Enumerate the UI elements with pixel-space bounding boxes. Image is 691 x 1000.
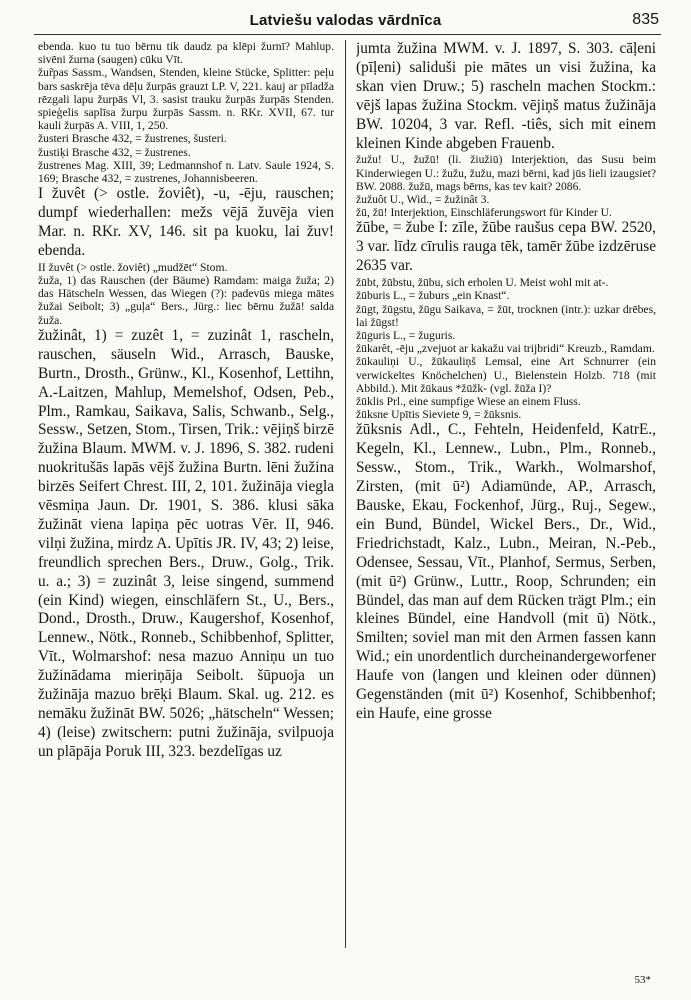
dictionary-entry: I žuvêt (> ostle. žoviêt), -u, -ēju, rauschen; dumpf wiederhallen: mežs vējā žuvēja vien Mar. n. RKr. XV, 146. sit pa kuoku, lai žuv! ebenda. — [38, 185, 334, 259]
dictionary-entry: žūksne Upītis Sieviete 9, = žūksnis. — [356, 408, 522, 422]
page-number: 835 — [632, 11, 659, 28]
dictionary-entry: žužu! U., žužū! (li. žiužiū) Interjektion, das Susu beim Kinderwiegen U.: žužu, žužu, mazi bērni, kad jūs lieli izaugsiet? BW. 2088. žužū, mags bērns, kas tev kait? 2086. — [356, 153, 656, 193]
dictionary-entry: žū, žū! Interjektion, Einschläferungswort für Kinder U. — [356, 206, 612, 220]
dictionary-entry: jumta žužina MWM. v. J. 1897, S. 303. cāļeni (pīļeni) saliduši pie mātes un visi žužina, ka skan vien Druw.; 5) rascheln machen Stockm.: vējš lapas žužina Stockm. vējiņš matus žužināja BW. 10204, 3 var. Refl. -tiês, sich mit einem kleinen Kinde abgeben Frauenb. — [356, 40, 656, 152]
dictionary-entry: žur̃pas Sassm., Wandsen, Stenden, kleine Stücke, Splitter: peļu bars saskrēja tēva dēļu žurpās grauzt LP. V, 221. kauj ar pīladža rēzgali lapu žurpās Vl, 3. sasist trauku žurpās žurpās Stenden. spieģelis saplīsa žurpu žurpās Sassm. n. RKr. XVII, 67. tur kauli žurpās A. VIII, 1, 250. — [38, 66, 334, 133]
dictionary-entry: žūburis L., = žuburs „ein Knast“. — [356, 289, 510, 303]
dictionary-entry: žūkarêt, -ēju „zvejuot ar kakažu vai trijbridi“ Kreuzb., Ramdam. — [356, 342, 655, 356]
left-column — [38, 40, 334, 960]
running-title: Latviešu valodas vārdnīca — [249, 12, 442, 29]
printer-signature: 53* — [634, 974, 651, 986]
dictionary-entry: žūbe, = žube I: zīle, žūbe raušus cepa BW. 2520, 3 var. līdz cīrulis rauga tēk, tamēr žūbe izdzēruse 2635 var. — [356, 219, 656, 275]
dictionary-entry: žužinât, 1) = zuzêt 1, = zuzinât 1, rascheln, rauschen, säuseln Wid., Arrasch, Bauske, Burtn., Drosth., Grünw., Kl., Kosenhof, Lettihn, A.-Laitzen, Mahlup, Memelshof, Odsen, Peb., Plm., Ramkau, Saikava, Salis, Schwanb., Selg., Sessw., Setzen, Stom., Tirsen, Trik.: vējiņš birzē žužina Blaum. MWM. v. J. 1896, S. 382. rudeni nuokritušās lapās vējš žužina Burtn. lēni žužina birzēs Seifert Chrest. III, 2, 101. žužināja viegla vēsmiņa Jaun. Dr. 1901, S. 386. klusi sāka žužināt viena lapiņa pēc uotras Vēr. II, 946. vilņi žužina, mirdz A. Upītis JR. IV, 43; 2) leise, freundlich sprechen Bers., Druw., Golg., Trik. u. a.; 3) = zuzinât 3, leise singend, summend (ein Kind) wiegen, einschläfern St., U., Bers., Dond., Drosth., Druw., Kaugershof, Kosenhof, Lennew., Nötk., Ronneb., Schibbenhof, Splitter, Vīt., Wolmarshof: nesa mazuo Anniņu un tuo žužinādama mieriņāja Seibolt. šūpuoja un žužināja mazuo brēķi Blaum. Skal. ug. 212. es nemāku žužināt BW. 5026; „hätscheln“ Wessen; 4) (leise) zwitschern: putni žužināja, svilpuoja un plāpāja Poruk III, 323. bezdelīgas uz — [38, 326, 334, 760]
dictionary-entry: žustiķi Brasche 432, = žustrenes. — [38, 145, 191, 159]
dictionary-entry: II žuvêt (> ostle. žoviêt) „mudžēt“ Stom. — [38, 260, 228, 274]
dictionary-entry: žuža, 1) das Rauschen (der Bäume) Ramdam: maiga žuža; 2) das Hätscheln Wessen, das Wiegen (?): padevūs miega mātes žužai Seibolt; 3) „guļa“ Bers., Jürg.: liec bērnu žužā! salda žuža. — [38, 274, 334, 327]
page-header — [0, 0, 691, 44]
dictionary-entry: žužuôt U., Wid., = žužinât 3. — [356, 193, 490, 207]
dictionary-entry: žūgt, žūgstu, žūgu Saikava, = žūt, trocknen (intr.): uzkar drēbes, lai žūgst! — [356, 302, 656, 329]
dictionary-entry: žūkauliņi U., žūkauliņš Lemsal, eine Art Schnurrer (ein verwickeltes Knöchelchen) U., Bielenstein Holzb. 718 (mit Abbild.). Mit žūkaus *žūžk- (vgl. žūža I)? — [356, 355, 656, 395]
column-divider — [345, 40, 346, 948]
right-column — [356, 40, 656, 960]
header-rule — [34, 34, 661, 35]
dictionary-entry: žūbt, žūbstu, žūbu, sich erholen U. Meist wohl mit at-. — [356, 276, 609, 290]
dictionary-entry: žusteri Brasche 432, = žustrenes, šusteri. — [38, 132, 227, 146]
dictionary-entry: žustrenes Mag. XIII, 39; Ledmannshof n. Latv. Saule 1924, S. 169; Brasche 432, = zustrenes, Johannisbeeren. — [38, 158, 334, 186]
dictionary-entry: žūksnis Adl., C., Fehteln, Heidenfeld, KatrE., Kegeln, Kl., Lennew., Lubn., Plm., Ronneb., Sessw., Stom., Trik., Warkh., Wolmarshof, Zirsten, (mit ū²) Adiamünde, AP., Arrasch, Bauske, Ekau, Fockenhof, Jürg., Ruj., Segew., ein Bund, Bündel, Wickel Bers., Dr., Wid., Friedrichstadt, Kalz., Lubn., Meiran, N.-Peb., Odensee, Sessau, Vīt., Planhof, Sermus, Serben, (mit ū²) Grünw., Luttr., Roop, Schrunden; ein Bündel, das man auf dem Rücken trägt Plm.; ein kleines Bündel, eine Handvoll (mit ū) Nötk., Smilten; soviel man mit den Armen fassen kann Wid.; ein unordentlich durcheinandergeworfener Haufe von (langen und kleinen oder dünnen) Gegenständen (mit ū²) Kosenhof, Schibbenhof; ein Haufe, eine grosse — [356, 421, 656, 722]
dictionary-entry: ebenda. kuo tu tuo bērnu tik daudz pa klēpi žurnī? Mahlup. sivēni žurna (saugen) cūku Vīt. — [38, 40, 334, 67]
dictionary-entry: žūguris L., = žuguris. — [356, 328, 456, 342]
dictionary-entry: žūklis Prl., eine sumpfige Wiese an einem Fluss. — [356, 395, 581, 408]
